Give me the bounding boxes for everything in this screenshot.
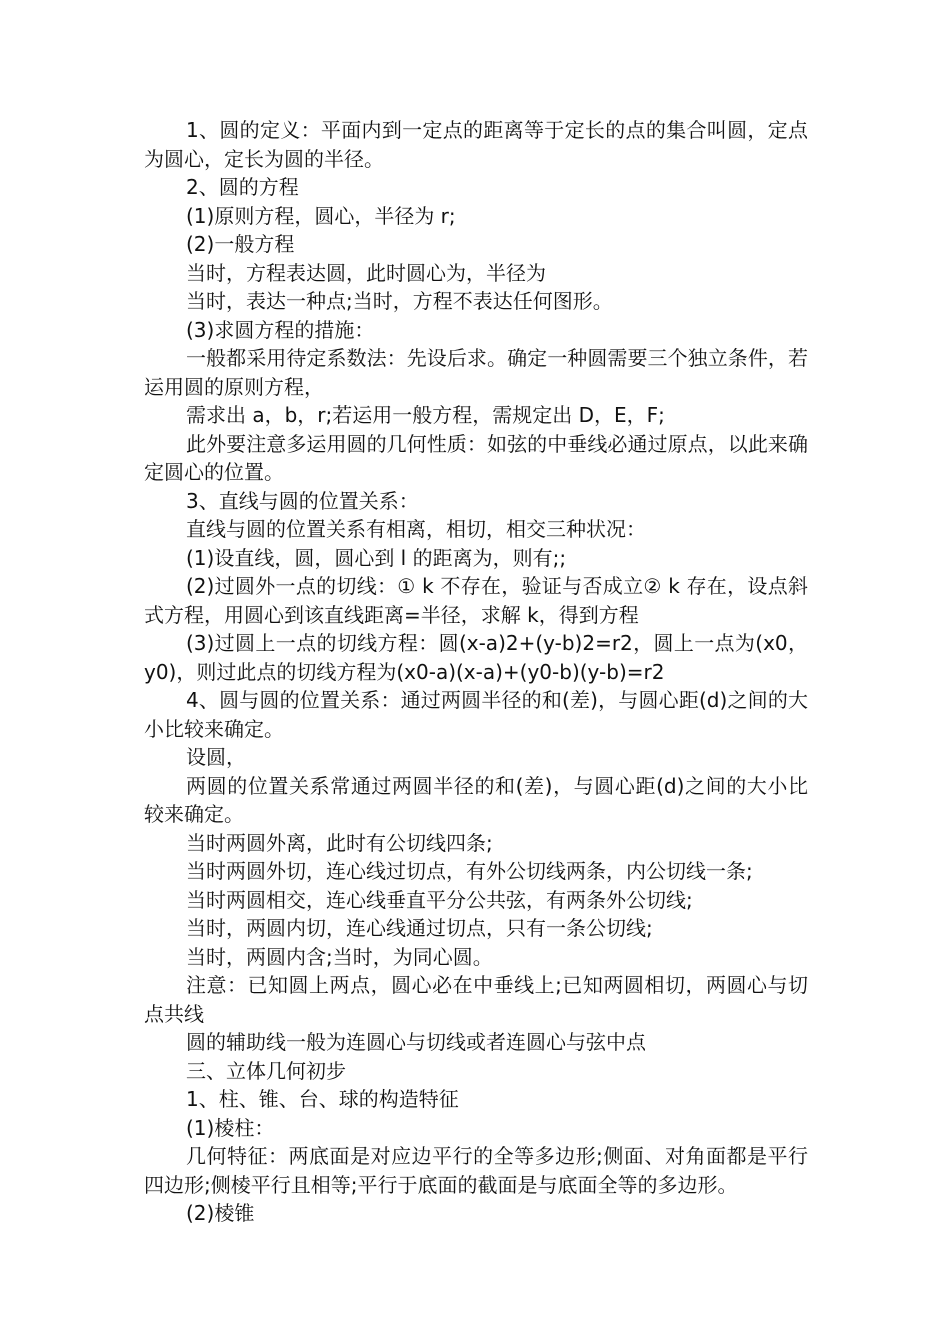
paragraph-pyramid-heading: (2)棱锥	[186, 1201, 255, 1225]
paragraph-internal-tangent: 当时，两圆内切，连心线通过切点，只有一条公切线;	[186, 916, 653, 940]
paragraph-parameters: 需求出 a，b，r;若运用一般方程，需规定出 D，E，F;	[186, 403, 665, 427]
paragraph-prism-features: 几何特征：两底面是对应边平行的全等多边形;侧面、对角面都是平行四边形;侧棱平行且相等;平行于底面的截面是与底面全等的多边形。	[144, 1144, 808, 1197]
heading-circle-circle-relation: 4、圆与圆的位置关系：通过两圆半径的和(差)，与圆心距(d)之间的大小比较来确定。	[144, 688, 808, 741]
paragraph-tangent-outside-point: (2)过圆外一点的切线：① k 不存在，验证与否成立② k 存在，设点斜式方程，用圆心到该直线距离=半径，求解 k，得到方程	[144, 574, 808, 627]
paragraph-standard-equation: (1)原则方程，圆心，半径为 r;	[186, 203, 456, 228]
paragraph-note: 注意：已知圆上两点，圆心必在中垂线上;已知两圆相切，两圆心与切点共线	[144, 973, 808, 1026]
heading-solid-geometry: 三、立体几何初步	[186, 1058, 346, 1083]
paragraph-prism-heading: (1)棱柱：	[186, 1115, 275, 1140]
paragraph-geometric-properties: 此外要注意多运用圆的几何性质：如弦的中垂线必通过原点，以此来确定圆心的位置。	[144, 431, 808, 484]
paragraph-three-cases: 直线与圆的位置关系有相离，相切，相交三种状况：	[186, 517, 646, 541]
paragraph-undetermined-coefficients: 一般都采用待定系数法：先设后求。确定一种圆需要三个独立条件，若运用圆的原则方程，	[144, 346, 808, 399]
paragraph-auxiliary-lines: 圆的辅助线一般为连圆心与切线或者连圆心与弦中点	[186, 1030, 646, 1054]
paragraph-separate: 当时两圆外离，此时有公切线四条;	[186, 830, 493, 855]
paragraph-tangent-on-circle: (3)过圆上一点的切线方程：圆(x-a)2+(y-b)2=r2，圆上一点为(x0，y0)，则过此点的切线方程为(x0-a)(x-a)+(y0-b)(y-b)=r2	[144, 631, 808, 684]
paragraph-circle-definition: 1、圆的定义：平面内到一定点的距离等于定长的点的集合叫圆，定点为圆心，定长为圆的半径。	[144, 118, 808, 171]
paragraph-general-equation: (2)一般方程	[186, 232, 295, 256]
paragraph-general-equation-center: 当时，方程表达圆，此时圆心为，半径为	[186, 260, 546, 285]
paragraph-contained: 当时，两圆内含;当时，为同心圆。	[186, 944, 493, 969]
heading-line-circle-relation: 3、直线与圆的位置关系：	[186, 488, 419, 513]
paragraph-external-tangent: 当时两圆外切，连心线过切点，有外公切线两条，内公切线一条;	[186, 859, 753, 883]
document-body	[144, 116, 808, 1228]
paragraph-intersect: 当时两圆相交，连心线垂直平分公共弦，有两条外公切线;	[186, 887, 693, 912]
heading-circle-equation: 2、圆的方程	[186, 175, 299, 199]
paragraph-method-heading: (3)求圆方程的措施：	[186, 317, 375, 342]
paragraph-relation-method: 两圆的位置关系常通过两圆半径的和(差)，与圆心距(d)之间的大小比较来确定。	[144, 773, 808, 826]
paragraph-general-equation-point: 当时，表达一种点;当时，方程不表达任何图形。	[186, 289, 613, 313]
paragraph-let-circle: 设圆，	[186, 745, 246, 769]
heading-structure-features: 1、柱、锥、台、球的构造特征	[186, 1087, 459, 1111]
paragraph-distance-to-line: (1)设直线，圆，圆心到 l 的距离为，则有;;	[186, 545, 567, 570]
